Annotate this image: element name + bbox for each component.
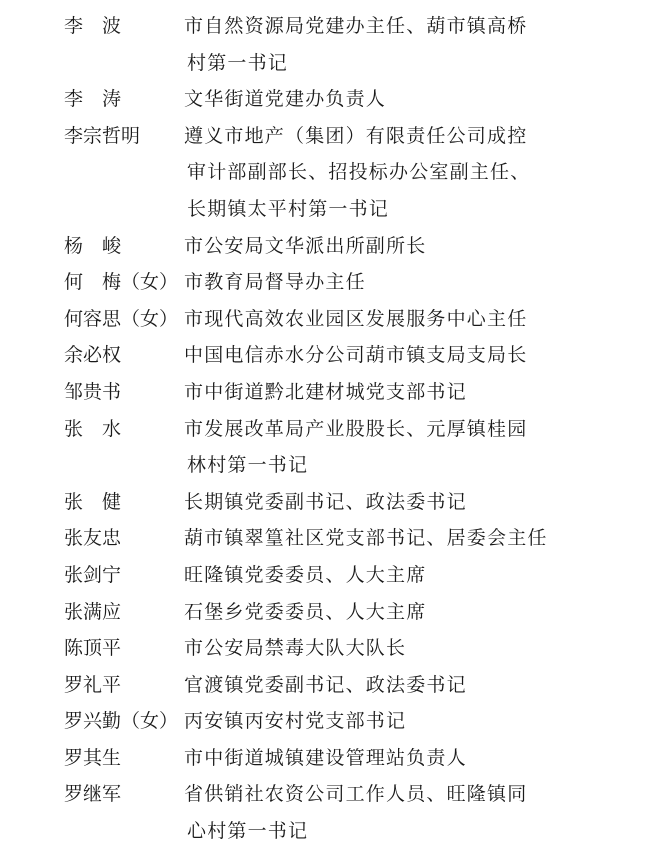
person-name: 何 梅（女）	[64, 271, 179, 294]
position-line: 市中街道黔北建材城党支部书记	[184, 380, 467, 403]
list-item	[0, 8, 650, 81]
list-item	[0, 667, 650, 704]
list-item	[0, 594, 650, 631]
position-line: 丙安镇丙安村党支部书记	[184, 710, 407, 733]
list-item	[0, 520, 650, 557]
list-item	[0, 118, 650, 228]
position-description	[178, 557, 556, 594]
list-item	[0, 740, 650, 777]
list-item	[0, 228, 650, 265]
position-description	[178, 594, 556, 631]
position-description	[178, 630, 556, 667]
position-description	[178, 118, 556, 228]
position-description	[178, 776, 556, 849]
position-line: 旺隆镇党委委员、人大主席	[184, 563, 427, 586]
position-line: 文华街道党建办负责人	[184, 88, 387, 111]
position-line: 市发展改革局产业股股长、元厚镇桂园	[184, 417, 528, 440]
list-item	[0, 630, 650, 667]
list-item	[0, 264, 650, 301]
position-description	[178, 81, 556, 118]
list-item	[0, 411, 650, 484]
person-name: 罗继军	[64, 783, 122, 806]
position-description	[178, 484, 556, 521]
person-name: 何容思（女）	[64, 307, 179, 330]
position-description	[178, 228, 556, 265]
position-line: 遵义市地产（集团）有限责任公司成控	[184, 124, 528, 147]
person-name: 罗礼平	[64, 673, 122, 696]
position-line: 村第一书记	[187, 51, 289, 74]
position-description	[178, 374, 556, 411]
position-line: 市教育局督导办主任	[184, 271, 366, 294]
position-line: 石堡乡党委委员、人大主席	[184, 600, 427, 623]
person-name: 陈顶平	[64, 637, 122, 660]
position-line: 审计部副部长、招投标办公室副主任、	[187, 161, 531, 184]
position-line: 中国电信赤水分公司葫市镇支局支局长	[184, 344, 528, 367]
person-name: 余必权	[64, 344, 122, 367]
position-line: 心村第一书记	[187, 820, 309, 843]
position-description	[178, 264, 556, 301]
person-name: 张剑宁	[64, 563, 122, 586]
position-line: 市公安局文华派出所副所长	[184, 234, 427, 257]
position-description	[178, 411, 556, 484]
position-line: 葫市镇翠篁社区党支部书记、居委会主任	[184, 527, 548, 550]
position-description	[178, 667, 556, 704]
person-name: 邹贵书	[64, 380, 122, 403]
person-name: 罗其生	[64, 746, 122, 769]
position-description	[178, 301, 556, 338]
list-item	[0, 703, 650, 740]
person-name: 杨 峻	[64, 234, 122, 257]
list-item	[0, 337, 650, 374]
list-item	[0, 374, 650, 411]
position-line: 省供销社农资公司工作人员、旺隆镇同	[184, 783, 528, 806]
person-name: 张 健	[64, 490, 122, 513]
position-line: 官渡镇党委副书记、政法委书记	[184, 673, 467, 696]
person-name: 张 水	[64, 417, 122, 440]
position-description	[178, 520, 556, 557]
person-name: 罗兴勤（女）	[64, 710, 179, 733]
list-item	[0, 81, 650, 118]
position-description	[178, 337, 556, 374]
position-description	[178, 8, 556, 81]
position-line: 长期镇太平村第一书记	[187, 197, 390, 220]
position-line: 长期镇党委副书记、政法委书记	[184, 490, 467, 513]
position-description	[178, 703, 556, 740]
list-item	[0, 484, 650, 521]
person-name: 李 涛	[64, 88, 122, 111]
position-line: 市自然资源局党建办主任、葫市镇高桥	[184, 15, 528, 37]
person-name: 张满应	[64, 600, 122, 623]
position-line: 林村第一书记	[187, 454, 309, 477]
list-item	[0, 776, 650, 849]
position-line: 市中街道城镇建设管理站负责人	[184, 746, 467, 769]
position-description	[178, 740, 556, 777]
position-line: 市公安局禁毒大队大队长	[184, 637, 407, 660]
person-name: 李宗哲明	[64, 124, 141, 147]
list-item	[0, 301, 650, 338]
list-item	[0, 557, 650, 594]
person-name: 张友忠	[64, 527, 122, 550]
position-line: 市现代高效农业园区发展服务中心主任	[184, 307, 528, 330]
person-name: 李 波	[64, 15, 122, 37]
